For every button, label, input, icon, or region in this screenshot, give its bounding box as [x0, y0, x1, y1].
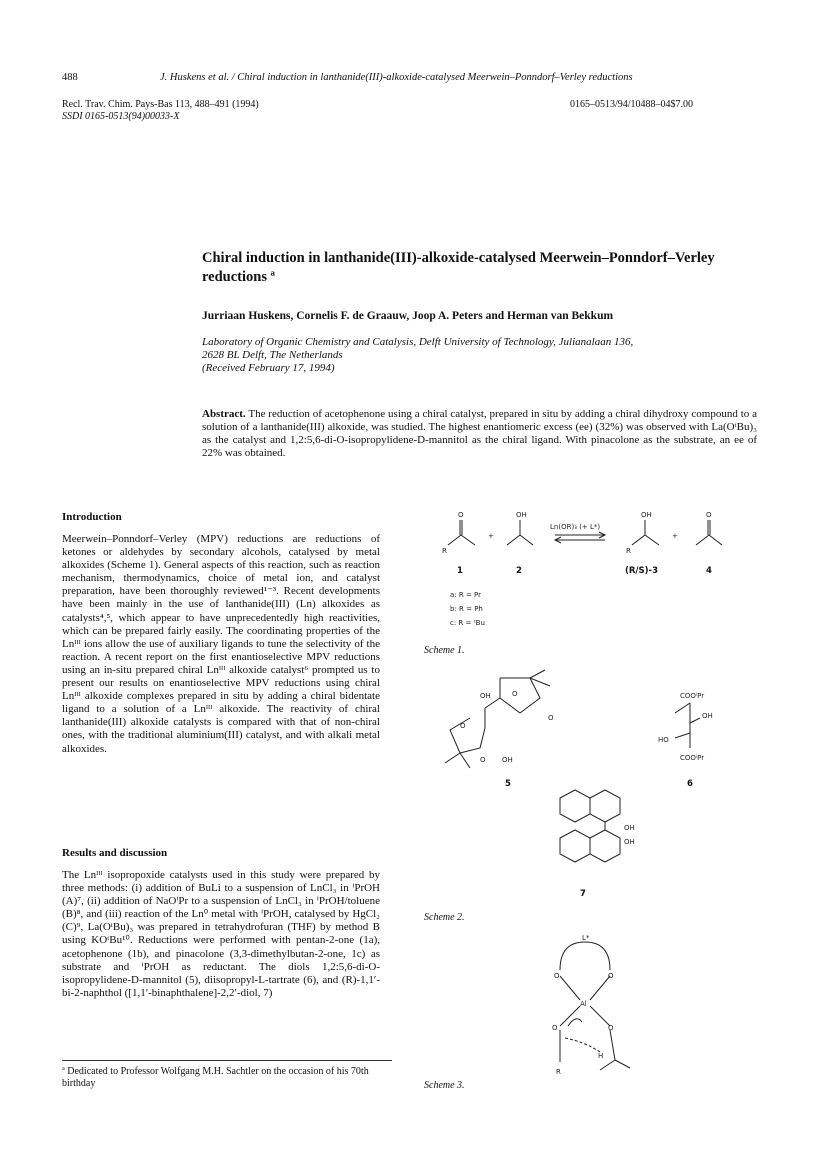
svg-text:OH: OH: [641, 511, 652, 519]
svg-text:O: O: [512, 690, 518, 698]
introduction-heading: Introduction: [62, 511, 122, 523]
introduction-body: [62, 533, 380, 756]
running-title: J. Huskens et al. / Chiral induction in lanthanide(III)-alkoxide-catalysed Meerwein–Ponndorf–Verley reductions: [160, 72, 633, 83]
svg-text:+: +: [488, 532, 494, 540]
price-code: 0165–0513/94/10488–04$7.00: [570, 99, 694, 110]
svg-text:O: O: [706, 511, 712, 519]
scheme-1-variant-a: a: R = Pr: [450, 591, 482, 599]
svg-text:O: O: [460, 722, 466, 730]
svg-text:O: O: [608, 972, 614, 980]
author-list: Jurriaan Huskens, Cornelis F. de Graauw, Joop A. Peters and Herman van Bekkum: [202, 310, 614, 322]
scheme-1-label-4: 4: [706, 566, 712, 576]
abstract-label: Abstract.: [202, 408, 246, 420]
results-heading: Results and discussion: [62, 847, 168, 859]
results-text: The Lnᴵᴵᴵ isopropoxide catalysts used in this study were prepared by three methods: (i) addition of BuLi to a suspension of LnCl₃ in ⁱPrOH (A)⁷, (ii) addition of NaOⁱPr to a suspension of LnCl₃ in ⁱPrOH/toluene (B)⁸, and (iii) reaction of the Ln⁰ metal with ⁱPrOH, catalysed by HgCl₂ (C)⁹, La(OᵗBu)₃ was prepared in tetrahydrofuran (THF) by method B using KOᵗBu¹⁰. Reductions were performed with pentan-2-one (1a), acetophenone (1b), and pinacolone (3,3-dimethylbutan-2-one, 1c) as substrate and ⁱPrOH as reductant. The diols 1,2:5,6-di-O-isopropylidene-D-mannitol (5), diisopropyl-L-tartrate (6), and (R)-1,1′-bi-2-naphthol ([1,1′-binaphthalene]-2,2′-diol, 7): [62, 869, 380, 999]
scheme-3-figure: [520, 930, 660, 1080]
footnote: ª Dedicated to Professor Wolfgang M.H. Sachtler on the occasion of his 70th birthday: [62, 1066, 369, 1089]
scheme-1-label-3: (R/S)-3: [625, 566, 658, 576]
scheme-1-figure: [420, 505, 770, 625]
svg-text:O: O: [548, 714, 554, 722]
ssdi-line: SSDI 0165-0513(94)00033-X: [62, 111, 180, 122]
svg-text:+: +: [672, 532, 678, 540]
svg-text:Al: Al: [580, 1000, 587, 1008]
scheme-2-coo-ipr-top: COOⁱPr: [680, 692, 705, 700]
svg-text:OH: OH: [480, 692, 491, 700]
page-number: 488: [62, 72, 78, 83]
results-body: [62, 869, 380, 1000]
scheme-3-caption: Scheme 3.: [424, 1080, 465, 1091]
abstract: [202, 408, 757, 460]
svg-text:H: H: [598, 1052, 604, 1060]
journal-line: Recl. Trav. Chim. Pays-Bas 113, 488–491 (1994): [62, 99, 259, 110]
svg-text:O: O: [554, 972, 560, 980]
received-date: (Received February 17, 1994): [202, 362, 335, 374]
svg-text:OH: OH: [624, 824, 635, 832]
scheme-1-label-2: 2: [516, 566, 522, 576]
svg-text:L*: L*: [582, 934, 590, 942]
affiliation-line-2: 2628 BL Delft, The Netherlands: [202, 349, 343, 361]
svg-text:R: R: [626, 547, 631, 555]
scheme-2-caption: Scheme 2.: [424, 912, 465, 923]
svg-text:OH: OH: [502, 756, 513, 764]
svg-text:OH: OH: [702, 712, 713, 720]
affiliation-line-1: Laboratory of Organic Chemistry and Catalysis, Delft University of Technology, Julianalaan 136,: [202, 336, 634, 348]
svg-text:R: R: [556, 1068, 561, 1076]
scheme-1-variant-b: b: R = Ph: [450, 605, 483, 613]
scheme-2-figure: [440, 668, 760, 908]
svg-text:HO: HO: [658, 736, 669, 744]
scheme-1-reagent: Ln(OR)₃ (+ L*): [550, 523, 601, 531]
scheme-1-caption: Scheme 1.: [424, 645, 465, 656]
scheme-2-label-7: 7: [580, 889, 586, 899]
scheme-2-label-5: 5: [505, 779, 511, 789]
footnote-rule: [62, 1060, 392, 1061]
scheme-2-coo-ipr-bottom: COOⁱPr: [680, 754, 705, 762]
svg-text:OH: OH: [624, 838, 635, 846]
svg-text:OH: OH: [516, 511, 527, 519]
scheme-1-variant-c: c: R = ᵗBu: [450, 619, 485, 625]
svg-text:O: O: [480, 756, 486, 764]
svg-text:R: R: [442, 547, 447, 555]
introduction-text: Meerwein–Ponndorf–Verley (MPV) reductions are reductions of ketones or aldehydes by secondary alcohols, catalysed by metal alkoxides (Scheme 1). General aspects of this reaction, such as reaction mechanism, thermodynamics, choice of metal ion, and catalyst preparation, have been thoroughly reviewed¹⁻³. Recent developments have been mainly in the use of lanthanide(III) (Ln) alkoxides as catalysts⁴,⁵, which appear to have unprecedentedly high reactivities, which can be prepared fairly easily. The coordinating properties of the Lnᴵᴵᴵ ions allow the use of auxiliary ligands to tune the selectivity of the reaction. A recent report on the first enantioselective MPV reductions using an in-situ prepared chiral Lnᴵᴵᴵ alkoxide catalyst⁶ prompted us to present our results on enantioselective MPV reductions using chiral Lnᴵᴵᴵ alkoxide complexes prepared in situ by adding a chiral bidentate ligand to a solution of a Lnᴵᴵᴵ alkoxide. The reactivity of chiral lanthanide(III) alkoxide catalysts is compared with that of non-chiral ones, with the traditional aluminium(III) catalyst, and with alkali metal alkoxides.: [62, 533, 380, 755]
scheme-1-label-1: 1: [457, 566, 463, 576]
svg-text:O: O: [552, 1024, 558, 1032]
svg-text:O: O: [608, 1024, 614, 1032]
affiliation: [202, 336, 762, 375]
abstract-text: The reduction of acetophenone using a chiral catalyst, prepared in situ by adding a chiral dihydroxy compound to a solution of a lanthanide(III) alkoxide, was studied. The highest enantiomeric excess (ee) (32%) was observed with La(OᵗBu)₃ as the catalyst and 1,2:5,6-di-O-isopropylidene-D-mannitol as the chiral ligand. With pinacolone as the substrate, an ee of 22% was obtained.: [202, 408, 757, 459]
svg-text:O: O: [458, 511, 464, 519]
scheme-2-label-6: 6: [687, 779, 693, 789]
article-title: Chiral induction in lanthanide(III)-alkoxide-catalysed Meerwein–Ponndorf–Verley reductions ª: [202, 250, 715, 285]
